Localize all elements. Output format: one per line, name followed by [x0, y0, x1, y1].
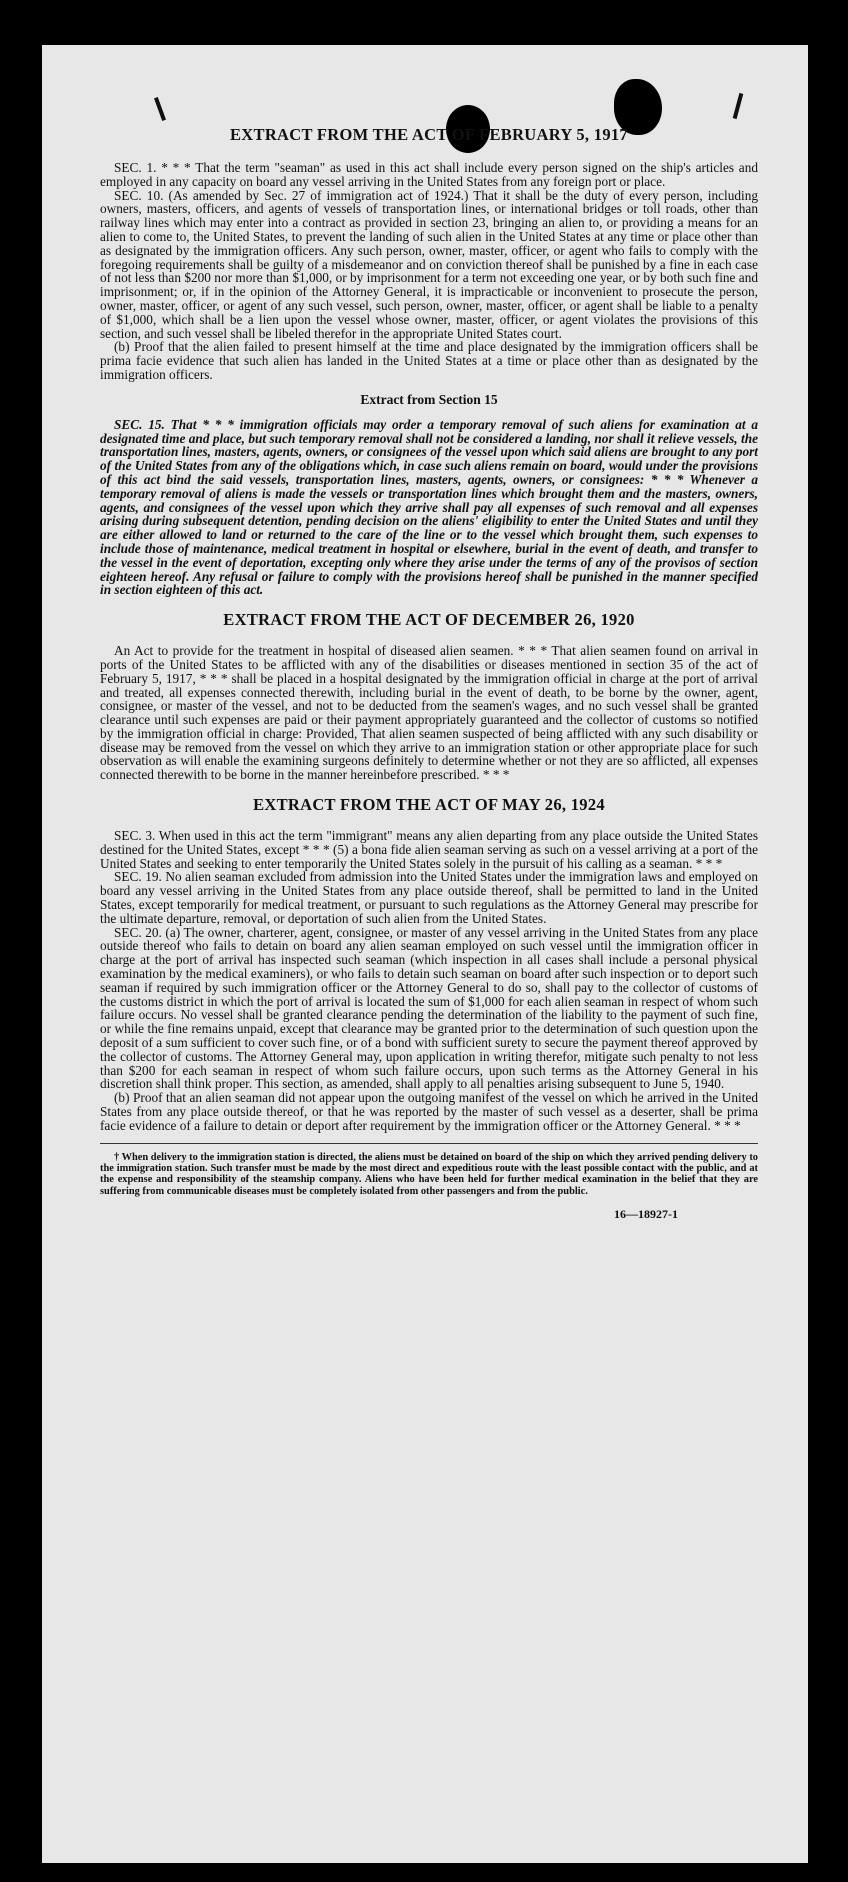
section-19: SEC. 19. No alien seaman excluded from admission into the United States under the immigration laws and employed on board any vessel arriving in the United States from any place outside thereof, shall be permitted to land in the United States, except temporarily for medical treatment, or pursuant to such regulations as the Attorney General may prescribe for the ultimate departure, removal, or deportation of such alien from the United States.	[100, 869, 758, 926]
subhead-section-15: Extract from Section 15	[360, 391, 498, 407]
form-code: 16—18927-1	[614, 1207, 678, 1222]
document-body	[100, 125, 758, 1222]
section-1: SEC. 1. * * * That the term "seaman" as used in this act shall include every person signed on the ship's articles and employed in any capacity on board any vessel arriving in the United States from any foreign port or place.	[100, 160, 758, 189]
section-20-a: SEC. 20. (a) The owner, charterer, agent, consignee, or master of any vessel arriving in the United States from any place outside thereof who fails to detain on board any alien seaman employed on such vessel until the immigration officer in charge at the port of arrival has inspected such seaman (which inspection in all cases shall include a personal physical examination by the medical examiners), or who fails to detain such seaman on board after such inspection or to deport such seaman if required by such immigration officer or the Attorney General to do so, shall pay to the collector of customs of the customs district in which the port of arrival is located the sum of $1,000 for each alien seaman in respect of whom such failure occurs. No vessel shall be granted clearance pending the determination of the liability to the payment of such fine, or while the fine remains unpaid, except that clearance may be granted prior to the determination of such question upon the deposit of a sum sufficient to cover such fine, or of a bond with sufficient surety to secure the payment thereof approved by the collector of customs. The Attorney General may, upon application in writing therefor, mitigate such penalty to not less than $200 for each seaman in respect of whom such failure occurs, upon such terms as the Attorney General in his discretion shall think proper. This section, as amended, shall apply to all penalties arising subsequent to June 5, 1940.	[100, 924, 758, 1092]
scan-mark-right	[733, 93, 744, 119]
title-act-1917: EXTRACT FROM THE ACT OF FEBRUARY 5, 1917	[230, 125, 628, 144]
section-3: SEC. 3. When used in this act the term "immigrant" means any alien departing from any place outside the United States destined for the United States, except * * * (5) a bona fide alien seaman serving as such on a vessel arriving at a port of the United States and seeking to enter temporarily the United States solely in the pursuit of his calling as a seaman. * * *	[100, 828, 758, 871]
title-act-1920: EXTRACT FROM THE ACT OF DECEMBER 26, 1920	[223, 610, 635, 630]
footnote-divider	[100, 1143, 758, 1144]
section-15: SEC. 15. That * * * immigration officials may order a temporary removal of such aliens for examination at a designated time and place, but such temporary removal shall not be considered a landing, nor shall it relieve vessels, the transportation lines, masters, agents, owners, or consignees of the vessel upon which said aliens are brought to any port of the United States from any of the obligations which, in case such aliens remain on board, would under the provisions of this act bind the said vessels, transportation lines, masters, agents, owners, or consignees: * * * Whenever a temporary removal of aliens is made the vessels or transportation lines which brought them and the masters, owners, agents, and consignees of the vessel upon which they arrive shall pay all expenses of such removal and all expenses arising during subsequent detention, pending decision on the aliens' eligibility to enter the United States and until they are either allowed to land or returned to the care of the line or to the vessel which brought them, such expenses to include those of maintenance, medical treatment in hospital or elsewhere, burial in the event of death, and transfer to the vessel in the event of deportation, excepting only where they arise under the terms of any of the provisos of section eighteen hereof. Any refusal or failure to comply with the provisions hereof shall be punished in the manner specified in section eighteen of this act.	[100, 416, 758, 598]
scan-mark-left	[154, 97, 166, 121]
document-page	[42, 45, 808, 1863]
footnote: † When delivery to the immigration station is directed, the aliens must be detained on board of the ship on which they arrived pending delivery to the immigration station. Such transfer must be made by the most direct and expeditious route with the least possible contact with the public, and at the expense and responsibility of the steamship company. Aliens who have been held for further medical examination in the belief that they are suffering from communicable diseases must be completely isolated from other passengers and from the public.	[100, 1151, 758, 1197]
section-10-b: (b) Proof that the alien failed to present himself at the time and place designated by the immigration officers shall be prima facie evidence that such alien has landed in the United States at a time or place other than as designated by the immigration officers.	[100, 339, 758, 382]
section-20-b: (b) Proof that an alien seaman did not appear upon the outgoing manifest of the vessel on which he arrived in the United States from any place outside thereof, or that he was reported by the master of such vessel as a deserter, shall be prima facie evidence of a failure to detain or deport after requirement by the immigration officer or the Attorney General. * * *	[100, 1090, 758, 1133]
act-1920-text: An Act to provide for the treatment in hospital of diseased alien seamen. * * * That alien seamen found on arrival in ports of the United States to be afflicted with any of the disabilities or diseases mentioned in section 35 of the act of February 5, 1917, * * * shall be placed in a hospital designated by the immigration official in charge at the port of arrival and treated, all expenses connected therewith, including burial in the event of death, to be borne by the owner, agent, consignee, or master of the vessel, and not to be deducted from the seamen's wages, and no such vessel shall be granted clearance until such expenses are paid or their payment appropriately guaranteed and the collector of customs so notified by the immigration official in charge: Provided, That alien seamen suspected of being afflicted with any such disability or disease may be removed from the vessel on which they arrive to an immigration station or other appropriate place for such observation as will enable the examining surgeons definitely to determine whether or not they are so afflicted, all expenses connected therewith to be borne in the manner hereinbefore prescribed. * * *	[100, 643, 758, 783]
title-act-1924: EXTRACT FROM THE ACT OF MAY 26, 1924	[253, 795, 605, 815]
section-10: SEC. 10. (As amended by Sec. 27 of immigration act of 1924.) That it shall be the duty of every person, including owners, masters, officers, and agents of vessels of transportation lines, or international bridges or toll roads, other than railway lines which may enter into a contract as provided in section 23, bringing an alien to, or providing a means for an alien to come to, the United States, to prevent the landing of such alien in the United States at any time or place other than as designated by the immigration officers. Any such person, owner, master, officer, or agent who fails to comply with the foregoing requirements shall be guilty of a misdemeanor and on conviction thereof shall be punished by a fine in each case of not less than $200 nor more than $1,000, or by imprisonment for a term not exceeding one year, or by both such fine and imprisonment; or, if in the opinion of the Attorney General, it is impracticable or inconvenient to prosecute the person, owner, master, officer, or agent of any such vessel, such person, owner, master, officer, or agent shall be liable to a penalty of $1,000, which shall be a lien upon the vessel whose owner, master, officer, or agent violates the provisions of this section, and such vessel shall be libeled therefor in the appropriate United States court.	[100, 187, 758, 341]
